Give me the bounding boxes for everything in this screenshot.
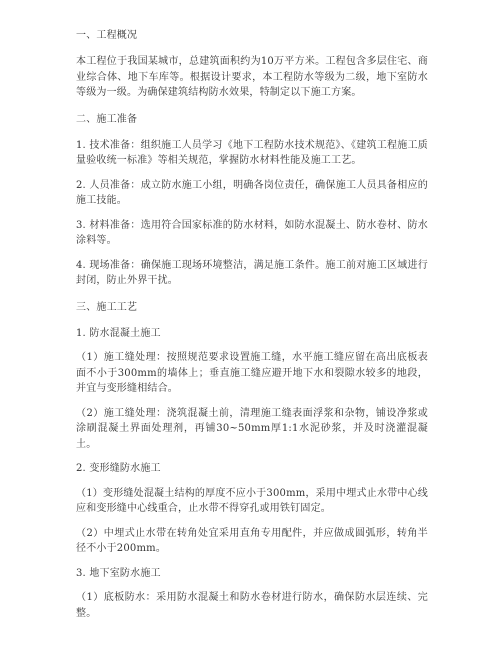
preparation-item-site: 4. 现场准备：确保施工现场环境整洁，满足施工条件。施工前对施工区域进行封闭，防止外界干扰。 (76, 259, 428, 286)
preparation-item-personnel: 2. 人员准备：成立防水施工小组，明确各岗位责任，确保施工人员具备相应的施工技能。 (76, 179, 428, 206)
section-heading-process: 三、施工工艺 (76, 301, 138, 313)
process-subheading-deformation-joint: 2. 变形缝防水施工 (76, 463, 161, 474)
preparation-item-technical: 1. 技术准备：组织施工人员学习《地下工程防水技术规范》、《建筑工程施工质量验收统一标准》等相关规范，掌握防水材料性能及施工工艺。 (76, 139, 428, 166)
section-heading-preparation: 二、施工准备 (76, 113, 138, 125)
process-subheading-concrete: 1. 防水混凝土施工 (76, 327, 161, 339)
preparation-item-materials: 3. 材料准备：选用符合国家标准的防水材料，如防水混凝土、防水卷材、防水涂料等。 (76, 219, 428, 246)
section-heading-overview: 一、工程概况 (76, 30, 138, 41)
process-subheading-basement: 3. 地下室防水施工 (76, 567, 161, 579)
deformation-item-corner: （2）中埋式止水带在转角处宜采用直角专用配件，并应做成圆弧形，转角半径不小于200mm。 (76, 527, 428, 554)
document-body (76, 28, 428, 621)
overview-paragraph: 本工程位于我国某城市，总建筑面积约为10万平方米。工程包含多层住宅、商业综合体、地下车库等。根据设计要求，本工程防水等级为二级，地下室防水等级为一级。为确保建筑结构防水效果，特制定以下施工方案。 (76, 56, 428, 98)
deformation-item-thickness: （1）变形缝处混凝土结构的厚度不应小于300mm，采用中埋式止水带中心线应和变形缝中心线重合，止水带不得穿孔或用铁钉固定。 (76, 487, 428, 514)
basement-item-floor: （1）底板防水：采用防水混凝土和防水卷材进行防水，确保防水层连续、完整。 (76, 592, 428, 619)
concrete-item-joint-treatment: （2）施工缝处理：浇筑混凝土前，清理施工缝表面浮浆和杂物，铺设净浆或涂刷混凝土界面处理剂，再铺30~50mm厚1:1水泥砂浆，并及时浇灌混凝土。 (76, 407, 428, 450)
concrete-item-joint-placement: （1）施工缝处理：按照规范要求设置施工缝，水平施工缝应留在高出底板表面不小于300mm的墙体上；垂直施工缝应避开地下水和裂隙水较多的地段，并宜与变形缝相结合。 (76, 352, 428, 394)
